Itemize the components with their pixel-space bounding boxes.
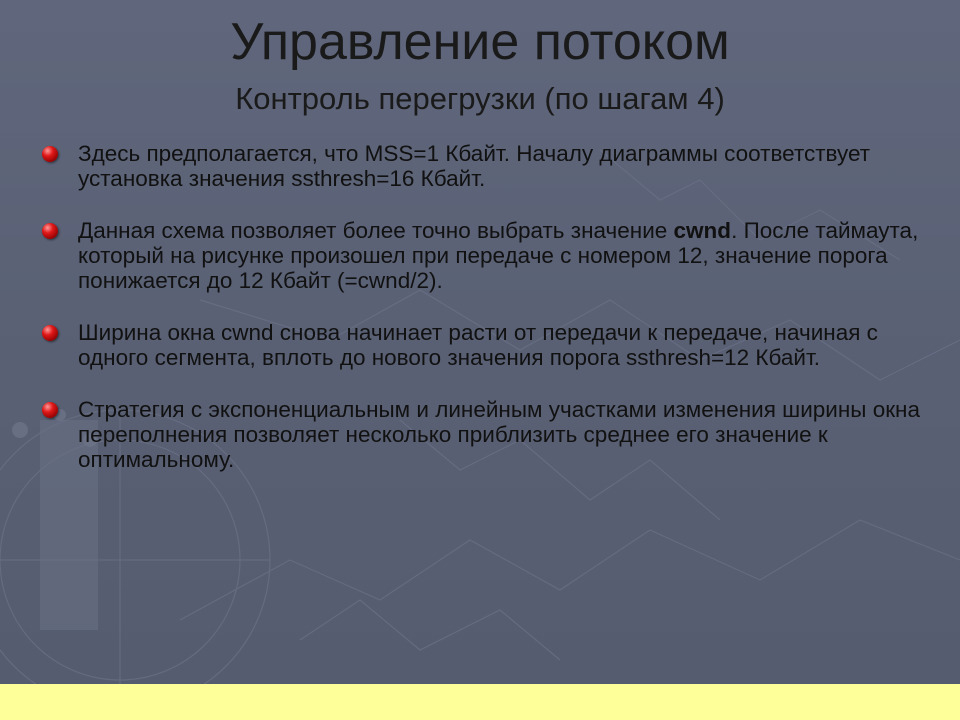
bullet-item <box>40 320 930 370</box>
bullet-item <box>40 141 930 191</box>
red-sphere-bullet-icon <box>42 223 58 239</box>
red-sphere-bullet-icon <box>42 325 58 341</box>
red-sphere-bullet-icon <box>42 402 58 418</box>
slide-subtitle: Контроль перегрузки (по шагам 4) <box>235 81 725 116</box>
bullet-text-start: Данная схема позволяет более точно выбрать значение <box>78 218 674 243</box>
footer-bar <box>0 684 960 720</box>
bullet-text: Стратегия с экспоненциальным и линейным участками изменения ширины окна переполнения позволяет несколько приблизить среднее его значение к оптимальному. <box>78 397 920 472</box>
bullet-text: Ширина окна cwnd снова начинает расти от передачи к передаче, начиная с одного сегмента, вплоть до нового значения порога ssthresh=12 Кбайт. <box>78 320 878 370</box>
bullet-text-end: . После таймаута, который на рисунке произошел при передаче с номером 12, значение порога понижается до 12 Кбайт (=cwnd/2). <box>78 218 919 293</box>
bullet-list <box>40 141 930 499</box>
slide-title: Управление потоком <box>230 13 730 71</box>
bullet-item <box>40 218 930 293</box>
bullet-item <box>40 397 930 472</box>
bullet-text-bold: cwnd <box>673 218 732 243</box>
bullet-text: Здесь предполагается, что MSS=1 Кбайт. Началу диаграммы соответствует установка значения ssthresh=16 Кбайт. <box>78 141 871 191</box>
red-sphere-bullet-icon <box>42 146 58 162</box>
